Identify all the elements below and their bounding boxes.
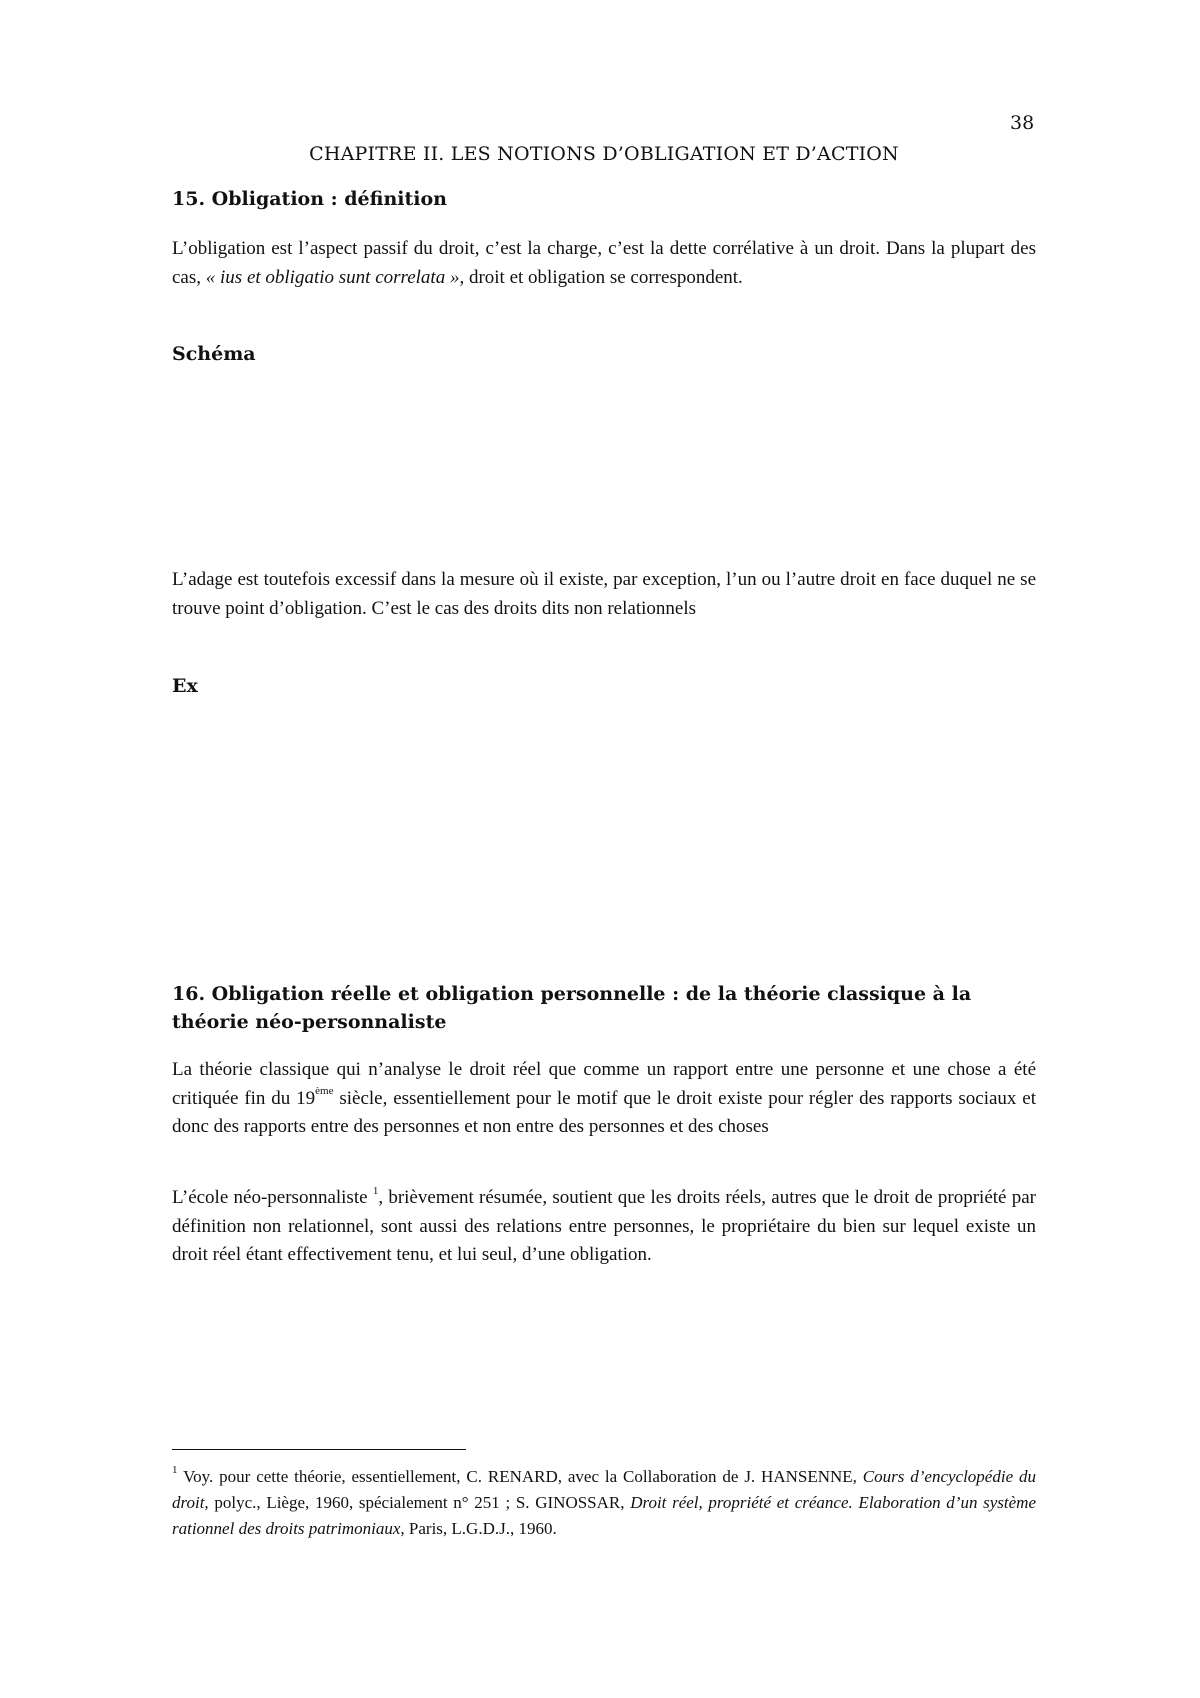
section-16-paragraph-2: L’école néo-personnaliste $^1$, brièvement résumée, soutient que les droits réels, autres que le droit de propriété par définition non relationnel, sont aussi des relations entre personnes, le propriétaire du bien sur lequel existe un droit réel étant effectivement tenu, et lui seul, d’une obligation. [172,1184,1037,1265]
latin-adage: « ius et obligatio sunt correlata » [205,266,460,288]
chapter-title: CHAPITRE II. LES NOTIONS D’OBLIGATION ET D’ACTION [309,143,899,165]
section-15-paragraph-1: L’obligation est l’aspect passif du droit, c’est la charge, c’est la dette corrélative à un droit. Dans la plupart des cas, « ius et obligatio sunt correlata », droit et obligation se correspondent. [172,238,1036,288]
section-15-paragraph-2: L’adage est toutefois excessif dans la mesure où il existe, par exception, l’un ou l’autre droit en face duquel ne se trouve point d’obligation. C’est le cas des droits dits non relationnels [172,569,1036,619]
section-15-heading: 15. Obligation : définition [172,188,447,210]
page-number: 38 [1010,112,1035,134]
footnote: $^1$ Voy. pour cette théorie, essentiellement, C. RENARD, avec la Collaboration de J. HANSENNE, Cours d’encyclopédie du droit, polyc., Liège, 1960, spécialement n° 251 ; S. GINOSSAR, Droit réel, propriété et créance. Elaboration d’un système rationnel des droits patrimoniaux, Paris, L.G.D.J., 1960. [172,1464,1036,1538]
schema-label: Schéma [172,343,256,365]
section-16-heading: 16. Obligation réelle et obligation personnelle : de la théorie classique à la théorie néo-personnaliste [172,983,972,1033]
footnote-reference[interactable]: 1 [372,1184,379,1197]
footnote-marker: 1 [172,1464,178,1477]
section-16-paragraph-1: La théorie classique qui n’analyse le droit réel que comme un rapport entre une personne et une chose a été critiquée fin du 19ème siècle, essentiellement pour le motif que le droit existe pour régler des rapports sociaux et donc des rapports entre des personnes et non entre des personnes et des choses [172,1059,1036,1137]
footnote-separator [172,1449,466,1450]
example-label: Ex [172,675,198,697]
